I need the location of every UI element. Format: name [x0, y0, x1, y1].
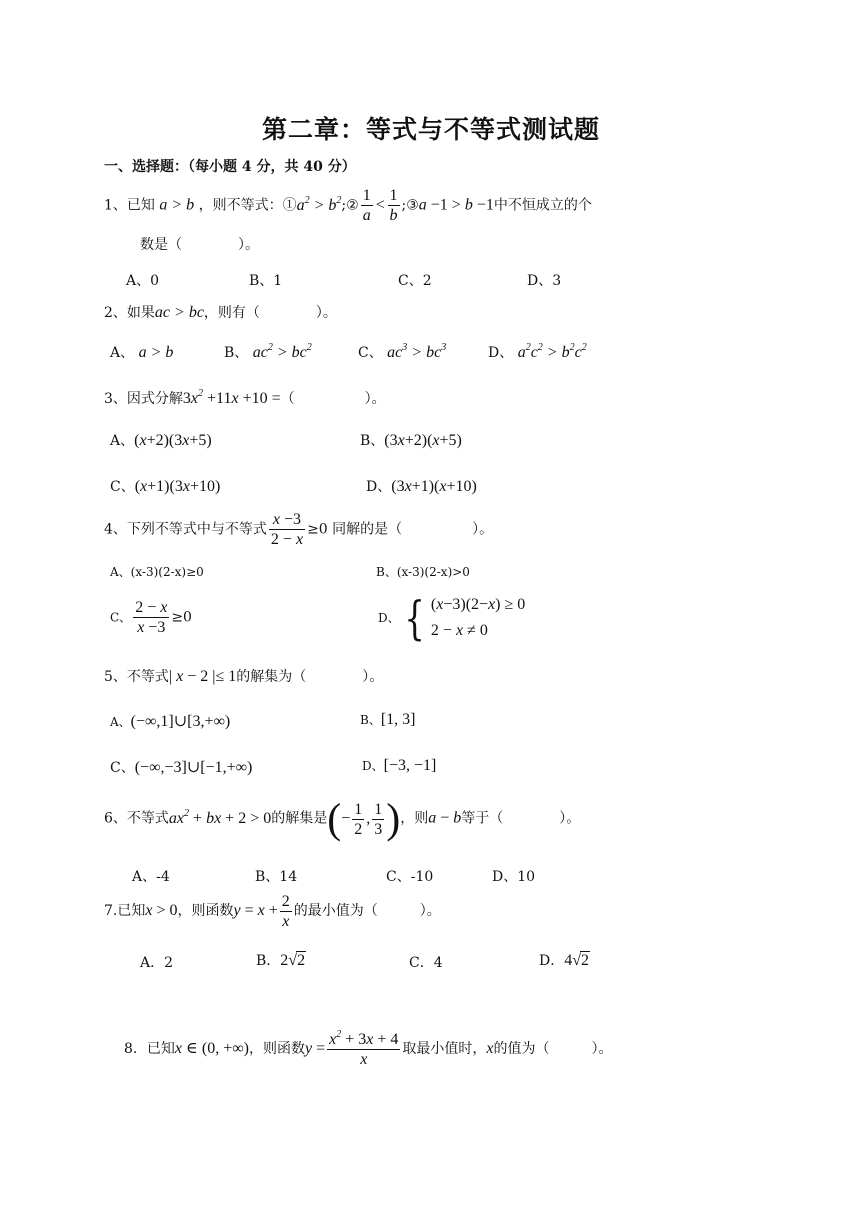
q6-stem-c: ，则: [400, 810, 429, 827]
q2-cond: ac > bc: [154, 304, 204, 321]
q2-option-d[interactable]: D、 $a^2c^2 > b^2c^2$: [488, 342, 587, 361]
q6-stem-d: 等于（ ）。: [461, 810, 581, 827]
q2-stem-b: ，则有（ ）。: [203, 305, 337, 321]
question-3-stem: [104, 388, 386, 408]
q3-option-a[interactable]: A、(x+2)(3x+5): [110, 432, 212, 449]
q1-text-a: ，则不等式：①: [198, 197, 297, 214]
q7-stem-a: 7.已知: [104, 903, 146, 920]
q6-stem-b: 的解集是: [271, 810, 328, 827]
q8-stem-b: ，则函数: [248, 1041, 305, 1058]
q6-option-c[interactable]: C、-10: [386, 869, 434, 885]
q1-option-d[interactable]: D、3: [527, 273, 562, 289]
q1-option-b[interactable]: B、1: [249, 273, 283, 289]
q8-stem-d: 的值为（ ）。: [493, 1041, 613, 1058]
q6-option-b[interactable]: B、14: [255, 869, 298, 885]
q6-expr: $ax^2$ + bx + 2 > 0: [168, 807, 272, 827]
q6-option-d[interactable]: D、10: [492, 869, 536, 885]
q1-sep3: ;③: [401, 197, 419, 214]
q1-sep2: ;②: [341, 197, 359, 214]
q2-option-b[interactable]: B、 $ac^2 > bc^2$: [224, 342, 312, 361]
q7-option-c[interactable]: C．4: [409, 955, 443, 971]
q3-option-d[interactable]: D、(3x+1)(x+10): [366, 478, 477, 495]
q5-option-c[interactable]: C、(−∞,−3]∪[−1,+∞): [110, 759, 253, 776]
q1-frac-1a: $\frac{1}{a}$: [362, 187, 371, 224]
question-6-stem: [104, 798, 580, 840]
question-7-stem: [104, 892, 441, 931]
q4-option-c[interactable]: C、 $\frac{2 - x}{x -3}$ ≥0: [110, 599, 192, 636]
q4-frac: $\frac{x -3}{2 - x}$: [270, 511, 304, 548]
q4-stem-a: 4、下列不等式中与不等式: [104, 521, 267, 538]
q5-option-d[interactable]: D、[−3, −1]: [362, 757, 437, 774]
q6-interval: (− $\frac{1}{2}$ , $\frac{1}{3}$ ): [327, 796, 401, 842]
question-2-stem: [104, 302, 337, 322]
q4-option-b[interactable]: B、(x-3)(2-x)>0: [376, 565, 470, 579]
q1-option-a[interactable]: A、0: [126, 273, 160, 289]
q1-option-c[interactable]: C、2: [398, 273, 432, 289]
q1-given: a > b: [159, 196, 195, 214]
question-8-stem: [124, 1030, 613, 1069]
q8-cond: x ∈ (0, +∞): [174, 1040, 249, 1058]
q1-tail: 中不恒成立的个: [493, 197, 592, 214]
q7-stem-c: 的最小值为（ ）。: [293, 903, 441, 920]
q6-diff: a − b: [428, 809, 462, 827]
q4-stem-b: ≥0 同解的是（ ）。: [307, 521, 494, 538]
q8-stem-c: 取最小值时，: [402, 1041, 487, 1058]
question-1-stem: 1、已知 a > b ，则不等式：$①a^2$ > $b^2;②$ $\frac{1}{a}$ < $\frac{1}{b}$ ;③a −1 > b −1中不恒成立的个: [104, 187, 592, 224]
q8-stem-a: 8．已知: [124, 1041, 175, 1058]
q1-number: 1、已知: [104, 197, 155, 214]
q1-ineq1: $a^2 > b^2$: [296, 194, 342, 214]
question-5-stem: [104, 666, 383, 686]
q1-frac-1b: $\frac{1}{b}$: [389, 187, 398, 224]
q2-option-a[interactable]: A、 a > b: [110, 344, 174, 361]
q5-option-b[interactable]: B、[1, 3]: [360, 711, 416, 728]
q3-option-b[interactable]: B、(3x+2)(x+5): [360, 432, 462, 449]
q3-expr: $3x^2 +11x +10$ =: [182, 388, 281, 407]
q5-stem-a: 5、不等式: [104, 669, 169, 685]
q6-stem-a: 6、不等式: [104, 810, 169, 827]
q3-stem-a: 3、因式分解: [104, 391, 183, 407]
q7-cond: x > 0: [145, 902, 178, 920]
q5-stem-b: 的解集为（ ）。: [236, 669, 384, 685]
q6-option-a[interactable]: A、-4: [132, 869, 170, 885]
q7-func: y = x + $\frac{2}{x}$: [233, 893, 290, 930]
q7-option-d[interactable]: D．4√2: [539, 952, 590, 969]
q3-option-c[interactable]: C、(x+1)(3x+10): [110, 478, 221, 495]
page-title: 第二章：等式与不等式测试题: [262, 115, 601, 144]
q2-option-c[interactable]: C、 $ac^3 > bc^3$: [358, 342, 447, 361]
q8-func: y = $\frac{x^2 + 3x + 4}{x}$: [304, 1029, 399, 1068]
q4-option-a[interactable]: A、(x-3)(2-x)≥0: [110, 565, 204, 579]
q7-option-a[interactable]: A．2: [140, 955, 174, 971]
question-4-stem: [104, 510, 493, 549]
q2-stem-a: 2、如果: [104, 305, 155, 321]
q5-option-a[interactable]: A、(−∞,1]∪[3,+∞): [110, 713, 231, 730]
q1-line2: 数是（ ）。: [140, 237, 259, 253]
q3-stem-b: （ ）。: [280, 391, 386, 407]
q7-stem-b: ，则函数: [177, 903, 234, 920]
q1-ineq3: a −1 > b −1: [418, 196, 494, 214]
q5-expr: | x − 2 |≤ 1: [168, 668, 237, 685]
q7-option-b[interactable]: B．2√2: [256, 952, 306, 969]
section-heading: 一、选择题：（每小题 4 分，共 40 分）: [104, 159, 356, 175]
q4-option-d[interactable]: D、{ (x−3)(2−x) ≥ 0 2 − x ≠ 0: [378, 591, 526, 645]
q8-var: x: [486, 1040, 494, 1058]
